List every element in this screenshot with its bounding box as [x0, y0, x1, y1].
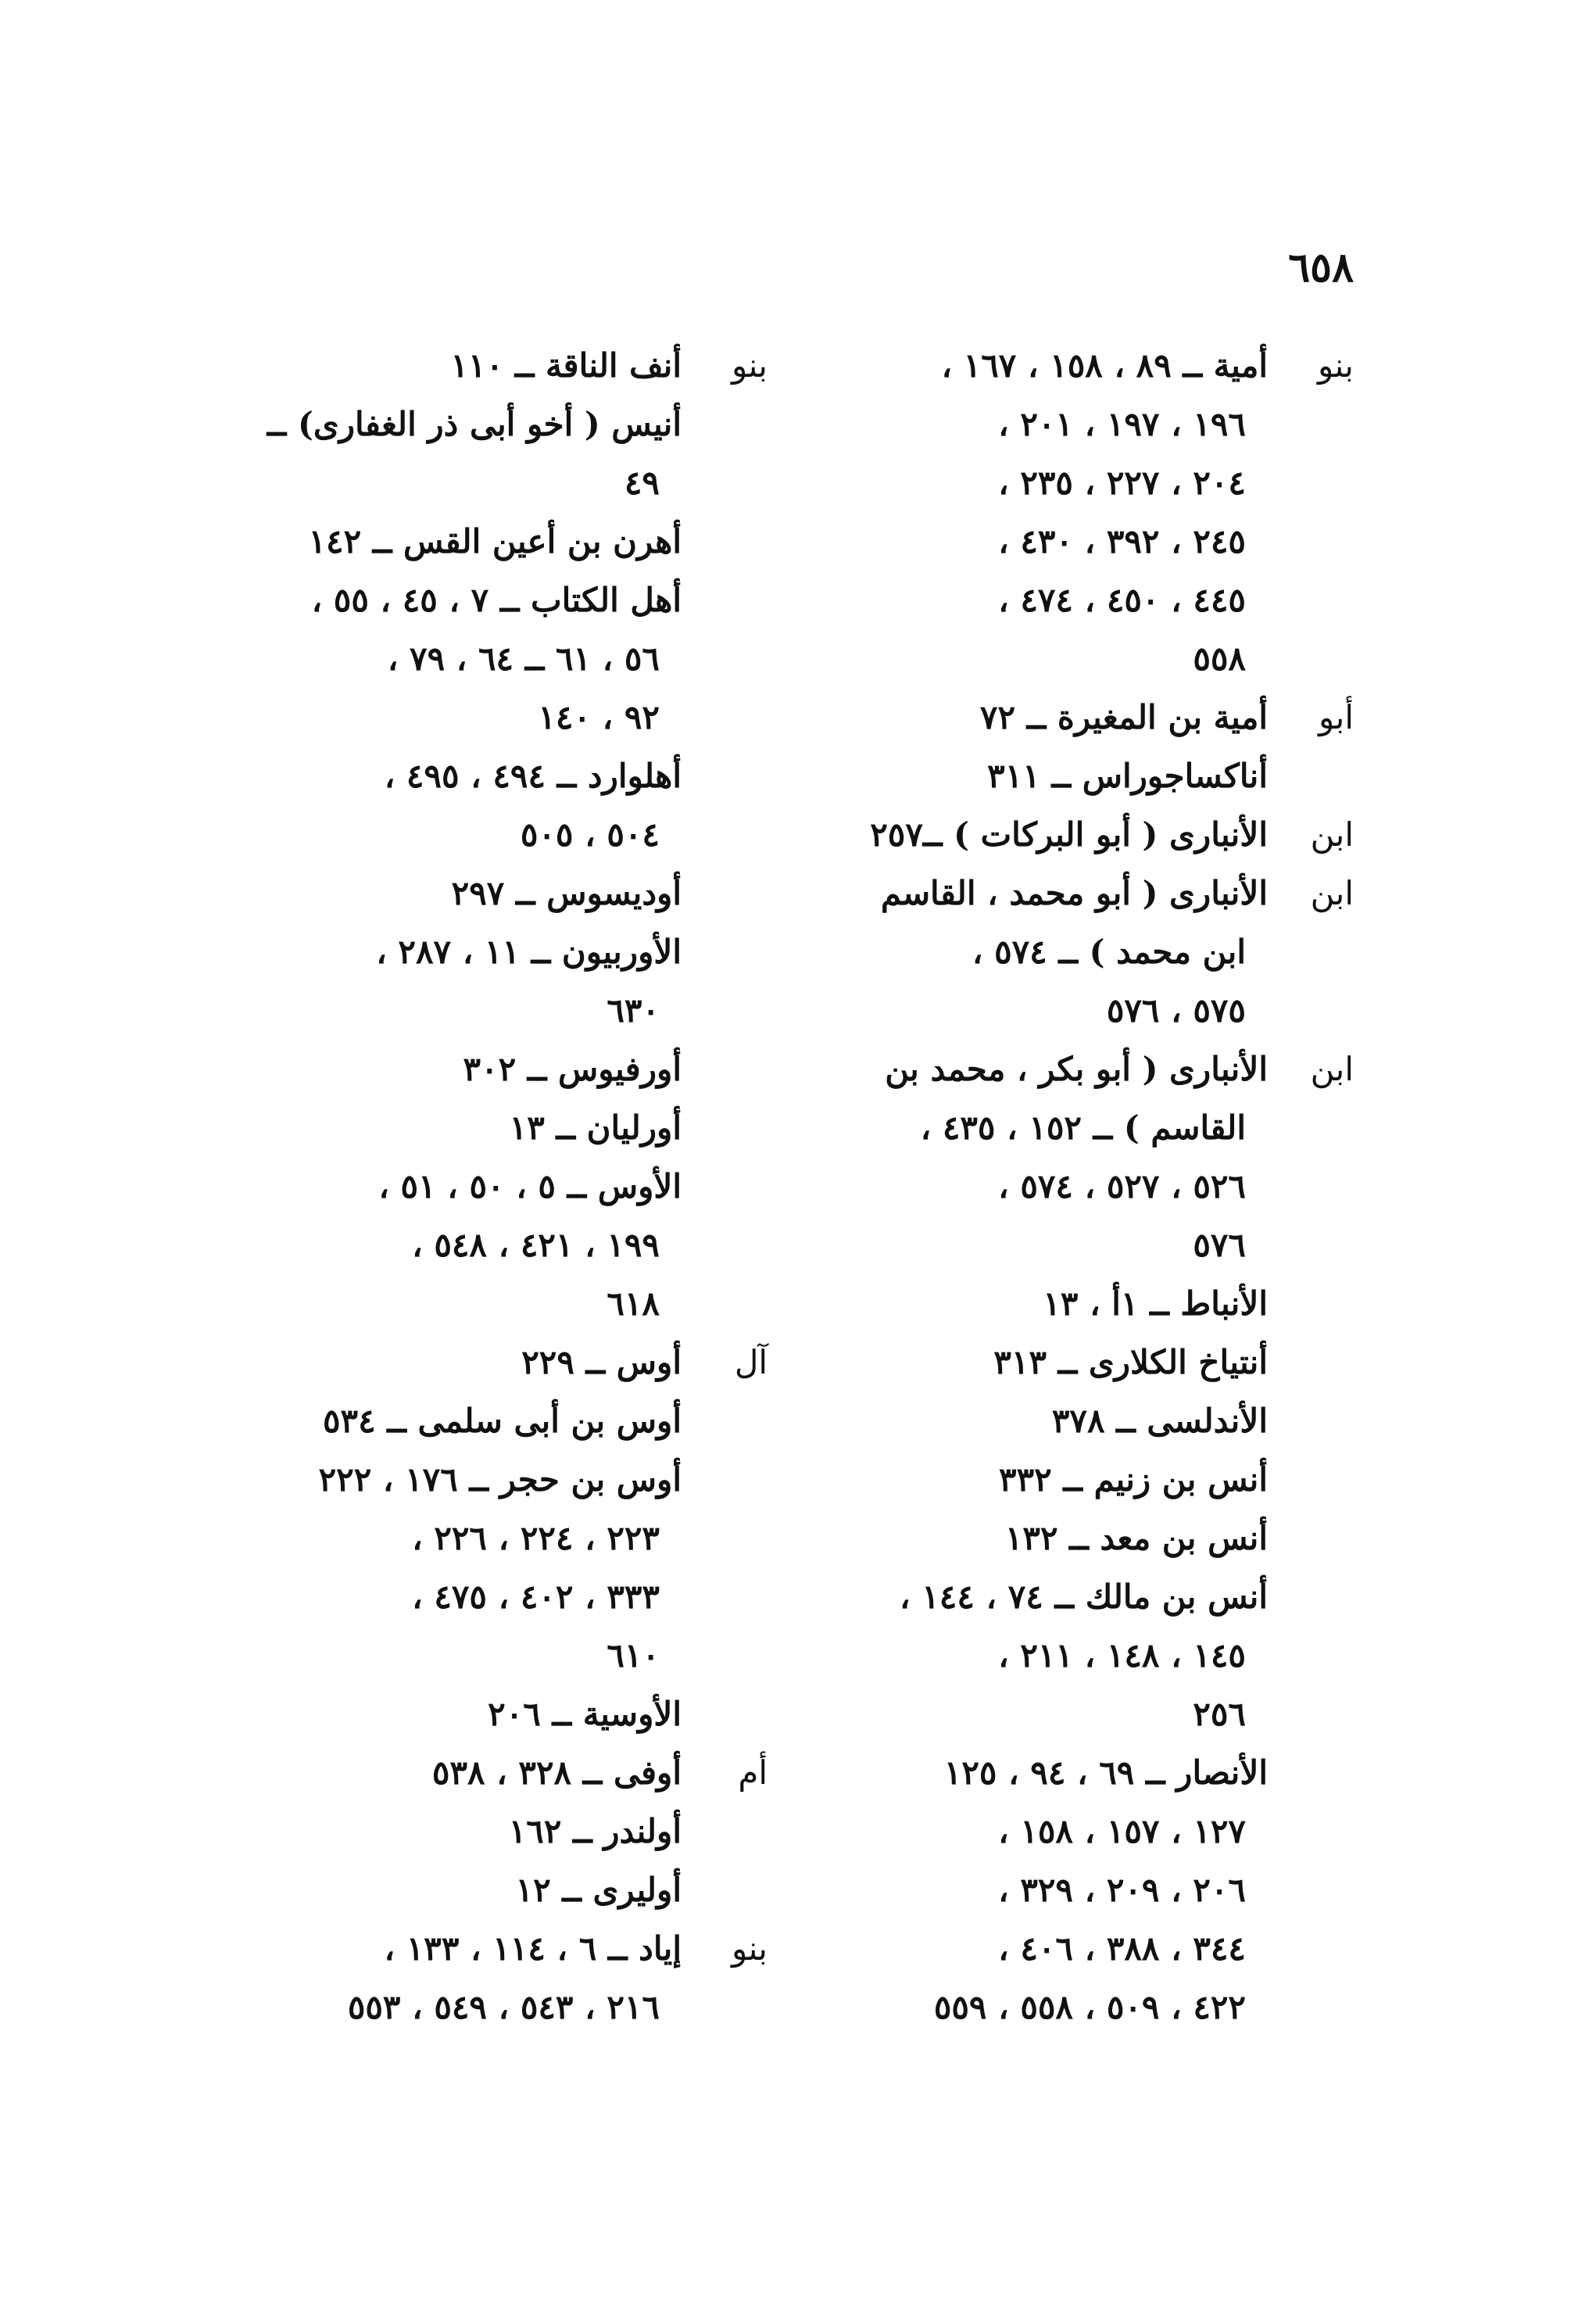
index-entry — [799, 1333, 1354, 1391]
index-entry — [799, 1040, 1354, 1274]
index-entry — [213, 1040, 768, 1098]
entry-body — [213, 1450, 682, 1685]
entry-body — [213, 1685, 682, 1743]
entry-body — [213, 336, 682, 395]
entry-body — [213, 571, 682, 747]
index-column-right — [799, 336, 1354, 2036]
entry-body — [213, 1391, 682, 1450]
entry-line: أورفيوس ــ ٣٠٢ — [463, 1050, 682, 1088]
entry-line: أناكساجوراس ــ ٣١١ — [987, 757, 1268, 795]
entry-line: ٢٠٤ ، ٢٢٧ ، ٢٣٥ ، — [998, 464, 1246, 502]
entry-prefix: ابن — [1310, 874, 1354, 912]
entry-line: أولندر ــ ١٦٢ — [508, 1812, 682, 1850]
entry-body — [799, 1391, 1268, 1450]
entry-prefix: ابن — [1310, 815, 1354, 854]
entry-prefix: بنو — [1317, 346, 1354, 385]
entry-line: الأنباط ــ ١أ ، ١٣ — [1043, 1284, 1268, 1323]
index-column-left — [213, 336, 768, 2036]
index-entry — [213, 1861, 768, 1919]
index-entry — [799, 747, 1354, 805]
entry-line: أنيس ( أخو أبى ذر الغفارى) ــ — [267, 405, 682, 443]
index-entry — [213, 747, 768, 864]
entry-body — [213, 1743, 682, 1802]
index-entry — [799, 1509, 1354, 1567]
entry-line: أنس بن مالك ــ ٧٤ ، ١٤٤ ، — [900, 1578, 1268, 1616]
entry-line: أوس بن أبى سلمى ــ ٥٣٤ — [322, 1402, 682, 1440]
index-entry — [213, 571, 768, 747]
entry-line: ٦١٠ — [607, 1636, 660, 1674]
index-entry — [213, 395, 768, 512]
entry-line: أهرن بن أعين القس ــ ١٤٢ — [308, 522, 682, 561]
entry-body — [213, 1098, 682, 1157]
index-entry — [213, 512, 768, 571]
index-entry — [799, 805, 1354, 864]
entry-body — [799, 1450, 1268, 1509]
entry-line: أوليرى ــ ١٢ — [515, 1871, 682, 1909]
index-entry — [213, 1450, 768, 1685]
entry-body — [799, 1509, 1268, 1567]
entry-body — [213, 1333, 682, 1391]
index-entry — [799, 864, 1354, 1040]
index-entry — [213, 1157, 768, 1333]
index-entry — [799, 1450, 1354, 1509]
entry-line: ١٩٩ ، ٤٢١ ، ٥٤٨ ، — [412, 1226, 660, 1264]
entry-body — [213, 864, 682, 922]
entry-line: الأنبارى ( أبو بكر ، محمد بن — [885, 1050, 1268, 1088]
entry-body — [213, 395, 682, 512]
entry-prefix: بنو — [731, 1929, 768, 1968]
index-entry — [799, 336, 1354, 688]
entry-line: ٦١٨ — [607, 1284, 660, 1323]
entry-line: الأندلسى ــ ٣٧٨ — [1051, 1402, 1268, 1440]
entry-prefix: ابن — [1310, 1050, 1354, 1088]
index-entry — [799, 1391, 1354, 1450]
entry-line: ٢٠٦ ، ٢٠٩ ، ٣٢٩ ، — [998, 1871, 1246, 1909]
index-entry — [213, 1919, 768, 2036]
entry-line: ٤٩ — [624, 464, 660, 502]
entry-line: ٣٣٣ ، ٤٠٢ ، ٤٧٥ ، — [412, 1578, 660, 1616]
entry-line: أنس بن زنيم ــ ٣٣٢ — [999, 1460, 1268, 1499]
entry-line: ٥٦ ، ٦١ ــ ٦٤ ، ٧٩ ، — [387, 639, 660, 678]
entry-body — [213, 1802, 682, 1861]
entry-line: الأنبارى ( أبو البركات ) ــ٢٥٧ — [870, 815, 1268, 854]
entry-line: ٥٠٤ ، ٥٠٥ — [520, 815, 660, 854]
entry-body — [213, 922, 682, 1040]
entry-line: أوفى ــ ٣٢٨ ، ٥٣٨ — [431, 1753, 682, 1792]
entry-line: أنتياخ الكلارى ــ ٣١٣ — [993, 1343, 1268, 1381]
entry-body — [799, 1274, 1268, 1333]
entry-line: أهلوارد ــ ٤٩٤ ، ٤٩٥ ، — [384, 757, 682, 795]
entry-line: أنف الناقة ــ ١١٠ — [450, 346, 682, 385]
entry-line: الأنصار ــ ٦٩ ، ٩٤ ، ١٢٥ — [943, 1753, 1268, 1792]
entry-line: أنس بن معد ــ ١٣٢ — [1004, 1519, 1268, 1557]
entry-body — [799, 336, 1268, 688]
index-entry — [799, 688, 1354, 747]
entry-body — [799, 1743, 1268, 2036]
entry-body — [213, 1861, 682, 1919]
entry-line: أمية ــ ٨٩ ، ١٥٨ ، ١٦٧ ، — [941, 346, 1268, 385]
index-entry — [213, 336, 768, 395]
index-entry — [799, 1274, 1354, 1333]
entry-prefix: آل — [734, 1343, 768, 1381]
entry-line: ابن محمد ) ــ ٥٧٤ ، — [972, 933, 1246, 971]
entry-line: ١٢٧ ، ١٥٧ ، ١٥٨ ، — [998, 1812, 1246, 1850]
entry-line: ٢٤٥ ، ٣٩٢ ، ٤٣٠ ، — [998, 522, 1246, 561]
index-entry — [799, 1743, 1354, 2036]
entry-body — [799, 1040, 1268, 1274]
entry-body — [799, 688, 1268, 747]
entry-line: الأوربيون ــ ١١ ، ٢٨٧ ، — [376, 933, 682, 971]
entry-body — [799, 1333, 1268, 1391]
entry-prefix: أم — [738, 1753, 768, 1792]
entry-body — [799, 805, 1268, 864]
entry-body — [799, 747, 1268, 805]
entry-line: ١٩٦ ، ١٩٧ ، ٢٠١ ، — [998, 405, 1246, 443]
entry-line: أمية بن المغيرة ــ ٧٢ — [979, 698, 1268, 736]
entry-line: ٣٤٤ ، ٣٨٨ ، ٤٠٦ ، — [998, 1929, 1246, 1968]
entry-line: إياد ــ ٦ ، ١١٤ ، ١٣٣ ، — [384, 1929, 682, 1968]
entry-line: أوس ــ ٢٢٩ — [521, 1343, 682, 1381]
entry-line: الأوس ــ ٥ ، ٥٠ ، ٥١ ، — [378, 1167, 682, 1205]
entry-line: ٥٢٦ ، ٥٢٧ ، ٥٧٤ ، — [998, 1167, 1246, 1205]
entry-line: الأنبارى ( أبو محمد ، القاسم — [880, 874, 1268, 912]
entry-line: ٥٥٨ — [1193, 639, 1246, 678]
entry-line: ٤٢٢ ، ٥٠٩ ، ٥٥٨ ، ٥٥٩ — [933, 1988, 1246, 2026]
entry-line: الأوسية ــ ٢٠٦ — [488, 1695, 682, 1733]
index-entry — [213, 1802, 768, 1861]
index-entry — [213, 1391, 768, 1450]
entry-line: ٦٣٠ — [607, 991, 660, 1030]
entry-line: أوس بن حجر ــ ١٧٦ ، ٢٢٢ — [318, 1460, 682, 1499]
entry-body — [213, 1919, 682, 2036]
entry-body — [799, 864, 1268, 1040]
entry-line: ٤٤٥ ، ٤٥٠ ، ٤٧٤ ، — [998, 581, 1246, 619]
entry-body — [213, 747, 682, 864]
entry-body — [799, 1567, 1268, 1743]
index-entry — [213, 922, 768, 1040]
entry-line: أورليان ــ ١٣ — [509, 1109, 682, 1147]
entry-line: أهل الكتاب ــ ٧ ، ٤٥ ، ٥٥ ، — [311, 581, 682, 619]
index-entry — [213, 1098, 768, 1157]
entry-prefix: أبو — [1318, 698, 1354, 736]
entry-line: ٢١٦ ، ٥٤٣ ، ٥٤٩ ، ٥٥٣ — [347, 1988, 660, 2026]
entry-line: ١٤٥ ، ١٤٨ ، ٢١١ ، — [998, 1636, 1246, 1674]
entry-body — [213, 1157, 682, 1333]
index-entry — [213, 864, 768, 922]
entry-line: ٢٢٣ ، ٢٢٤ ، ٢٢٦ ، — [412, 1519, 660, 1557]
index-entry — [799, 1567, 1354, 1743]
index-entry — [213, 1743, 768, 1802]
entry-body — [213, 1040, 682, 1098]
entry-prefix: بنو — [731, 346, 768, 385]
entry-line: القاسم ) ــ ١٥٢ ، ٤٣٥ ، — [920, 1109, 1246, 1147]
entry-body — [213, 512, 682, 571]
index-entry — [213, 1333, 768, 1391]
page-number: ٦٥٨ — [1288, 244, 1354, 292]
entry-line: ٢٥٦ — [1193, 1695, 1246, 1733]
entry-line: ٥٧٥ ، ٥٧٦ — [1106, 991, 1246, 1030]
entry-line: ٥٧٦ — [1193, 1226, 1246, 1264]
index-entry — [213, 1685, 768, 1743]
entry-line: أوديسوس ــ ٢٩٧ — [451, 874, 682, 912]
entry-line: ٩٢ ، ١٤٠ — [538, 698, 660, 736]
